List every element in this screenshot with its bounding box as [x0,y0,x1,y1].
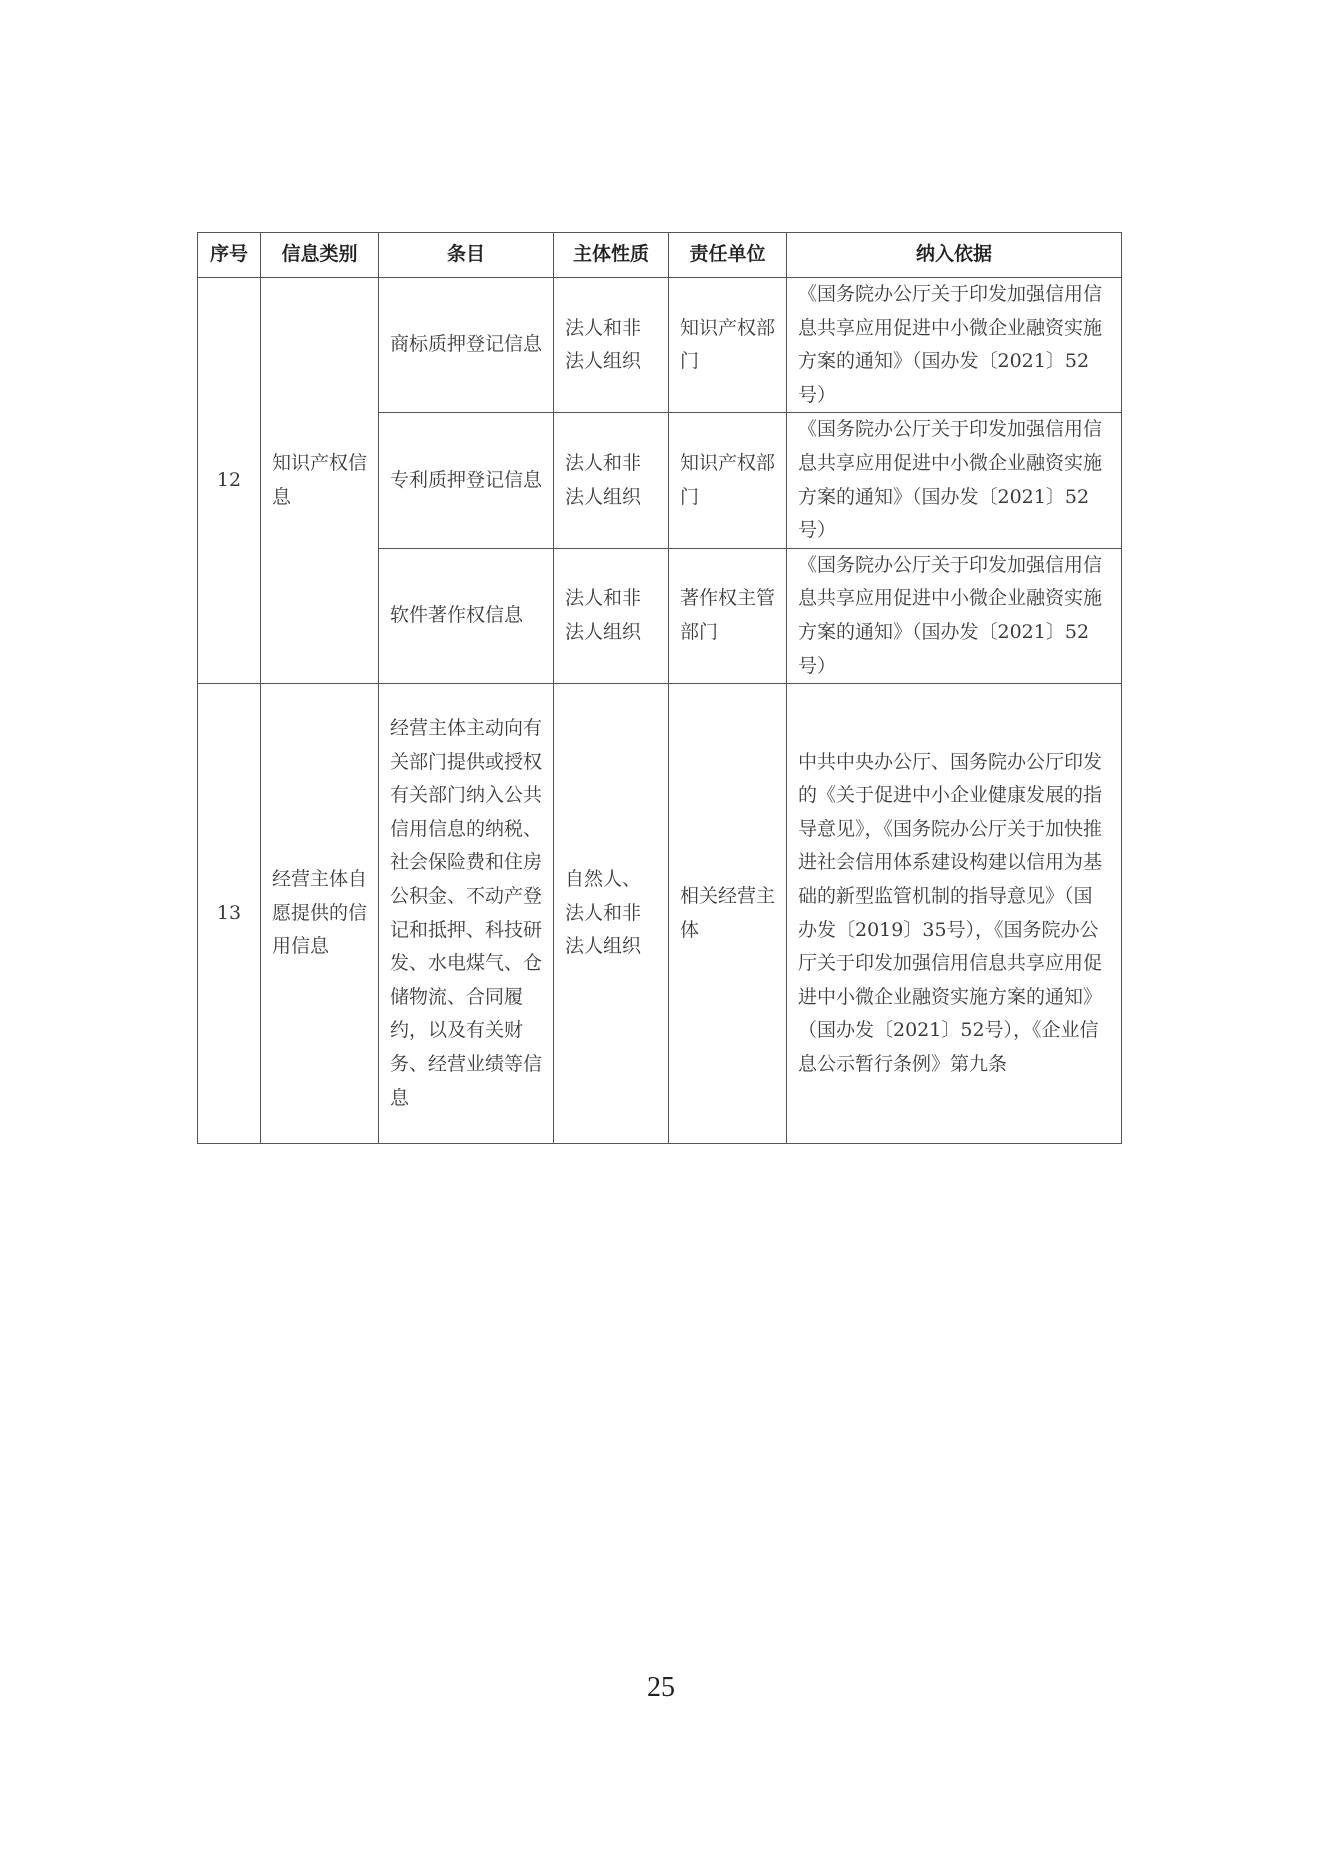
page-number: 25 [647,1672,675,1703]
header-basis: 纳入依据 [787,233,1122,278]
header-category: 信息类别 [261,233,379,278]
subject-cell: 法人和非法人组织 [554,548,669,683]
responsible-cell: 相关经营主体 [669,684,787,1144]
responsible-cell: 知识产权部门 [669,413,787,548]
table-header-row [198,233,1122,278]
table-row [198,684,1122,1144]
header-subject: 主体性质 [554,233,669,278]
category-cell: 知识产权信息 [261,278,379,684]
seq-cell: 12 [198,278,261,684]
responsible-cell: 著作权主管部门 [669,548,787,683]
basis-cell: 《国务院办公厅关于印发加强信用信息共享应用促进中小微企业融资实施方案的通知》（国办发〔2021〕52号） [787,548,1122,683]
responsible-cell: 知识产权部门 [669,278,787,413]
item-cell: 经营主体主动向有关部门提供或授权有关部门纳入公共信用信息的纳税、社会保险费和住房公积金、不动产登记和抵押、科技研发、水电煤气、仓储物流、合同履约，以及有关财务、经营业绩等信息 [379,684,554,1144]
table-row [198,278,1122,413]
item-cell: 软件著作权信息 [379,548,554,683]
item-cell: 商标质押登记信息 [379,278,554,413]
item-cell: 专利质押登记信息 [379,413,554,548]
basis-cell: 《国务院办公厅关于印发加强信用信息共享应用促进中小微企业融资实施方案的通知》（国办发〔2021〕52号） [787,413,1122,548]
header-responsible: 责任单位 [669,233,787,278]
header-item: 条目 [379,233,554,278]
category-cell: 经营主体自愿提供的信用信息 [261,684,379,1144]
basis-cell: 《国务院办公厅关于印发加强信用信息共享应用促进中小微企业融资实施方案的通知》（国办发〔2021〕52号） [787,278,1122,413]
subject-cell: 自然人、法人和非法人组织 [554,684,669,1144]
seq-cell: 13 [198,684,261,1144]
subject-cell: 法人和非法人组织 [554,413,669,548]
subject-cell: 法人和非法人组织 [554,278,669,413]
basis-cell: 中共中央办公厅、国务院办公厅印发的《关于促进中小企业健康发展的指导意见》，《国务院办公厅关于加快推进社会信用体系建设构建以信用为基础的新型监管机制的指导意见》（国办发〔2019〕35号），《国务院办公厅关于印发加强信用信息共享应用促进中小微企业融资实施方案的通知》（国办发〔2021〕52号），《企业信息公示暂行条例》第九条 [787,684,1122,1144]
credit-info-table [197,232,1122,1144]
header-seq: 序号 [198,233,261,278]
